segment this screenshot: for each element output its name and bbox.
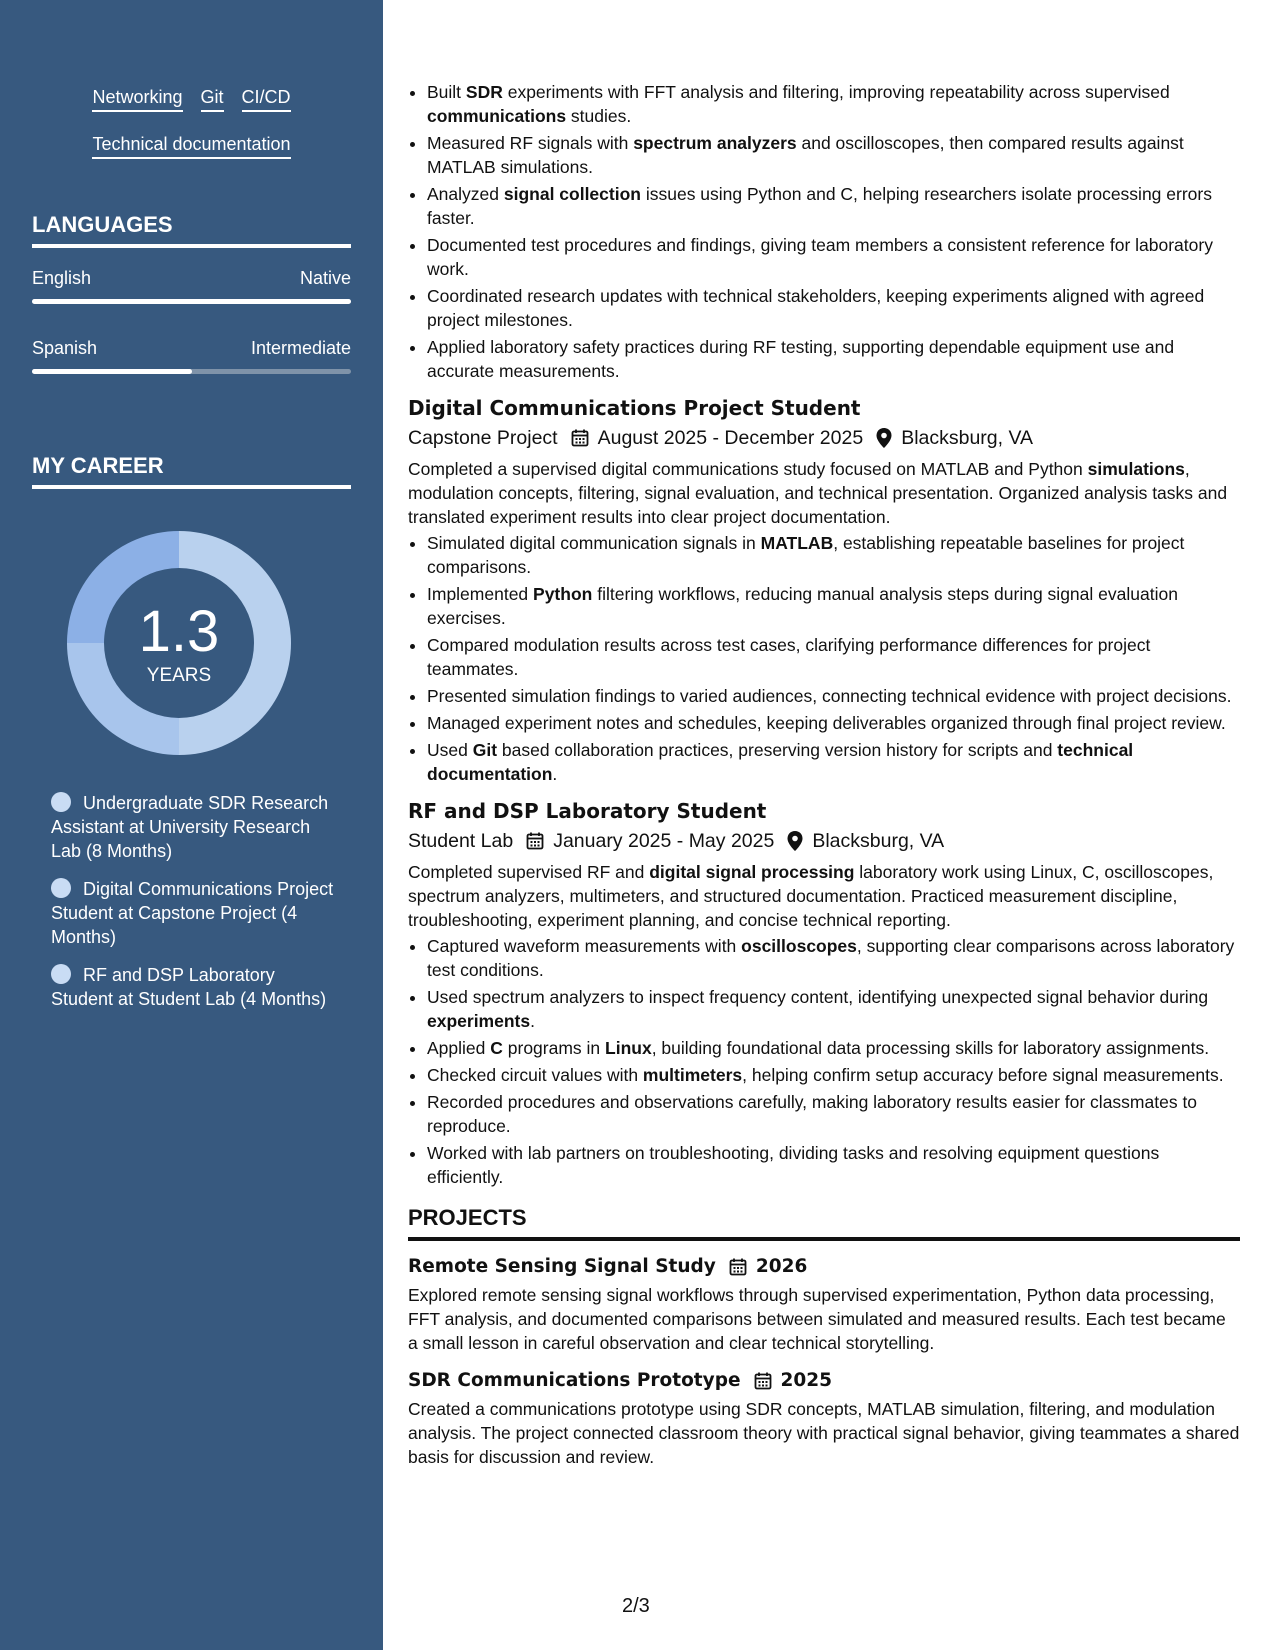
job-summary: Completed supervised RF and digital signal processing laboratory work using Linux, C, oscilloscopes, spectrum analyzers, multimeters, and structured documentation. Practiced measurement discipline, troubleshooting, experiment planning, and concise technical reporting. [408, 862, 1214, 930]
career-item-text: Digital Communications Project Student at Capstone Project (4 Months) [51, 879, 334, 947]
calendar-icon [753, 1371, 773, 1391]
career-item [51, 963, 341, 1011]
project-year: 2025 [780, 1370, 832, 1391]
skills-row-2 [32, 133, 351, 159]
project-header [408, 1369, 1240, 1393]
calendar-icon [728, 1257, 748, 1277]
language-name: Spanish [32, 338, 98, 358]
bullet-item: • Analyzed signal collection issues using Python and C, helping researchers isolate processing errors faster. [427, 182, 1240, 230]
project-entry [408, 1369, 1240, 1469]
language-proficiency-bar [32, 369, 351, 374]
career-item [51, 791, 341, 863]
calendar-icon [525, 831, 545, 851]
job-org: Student Lab [408, 830, 514, 852]
language-proficiency-fill [32, 299, 351, 304]
career-donut-chart [66, 530, 292, 756]
job-entry [408, 798, 1240, 1189]
project-title: SDR Communications Prototype [408, 1370, 741, 1391]
job-meta [408, 828, 1240, 854]
career-item-text: Undergraduate SDR Research Assistant at University Research Lab (8 Months) [51, 793, 329, 861]
job-dates: January 2025 - May 2025 [553, 830, 775, 852]
job-dates: August 2025 - December 2025 [597, 427, 864, 449]
career-dot-icon [51, 792, 71, 812]
location-pin-icon [875, 427, 893, 449]
project-description: Created a communications prototype using SDR concepts, MATLAB simulation, filtering, and modulation analysis. The project connected classroom theory with practical signal behavior, giving teammates a shared basis for discussion and review. [408, 1399, 1240, 1467]
career-item-text: RF and DSP Laboratory Student at Student Lab (4 Months) [51, 965, 327, 1009]
bullet-item: • Applied C programs in Linux, building foundational data processing skills for laboratory assignments. [427, 1036, 1240, 1060]
bullet-item: • Used spectrum analyzers to inspect frequency content, identifying unexpected signal behavior during experiments. [427, 985, 1240, 1033]
sidebar [0, 0, 383, 1650]
language-spanish [32, 337, 351, 374]
language-proficiency-fill [32, 369, 192, 374]
page-number: 2/3 [622, 1595, 650, 1617]
main-content [408, 80, 1240, 1469]
job-meta [408, 425, 1240, 451]
job-summary: Completed a supervised digital communications study focused on MATLAB and Python simulations, modulation concepts, filtering, signal evaluation, and technical presentation. Organized analysis tasks and translated experiment results into clear project documentation. [408, 459, 1228, 527]
language-proficiency-bar [32, 299, 351, 304]
languages-heading: LANGUAGES [32, 212, 351, 248]
job-bullet-list [408, 934, 1240, 1189]
job-location: Blacksburg, VA [812, 830, 945, 852]
project-year: 2026 [755, 1256, 808, 1277]
job-location: Blacksburg, VA [901, 427, 1034, 449]
career-total-value: 1.3 [138, 599, 220, 664]
career-item [51, 877, 341, 949]
bullet-item: • Simulated digital communication signals in MATLAB, establishing repeatable baselines for project comparisons. [427, 531, 1240, 579]
career-total-unit: YEARS [146, 665, 212, 686]
project-description: Explored remote sensing signal workflows through supervised experimentation, Python data processing, FFT analysis, and documented comparisons between simulated and measured results. Each test became a small lesson in careful observation and clear technical storytelling. [408, 1285, 1226, 1353]
language-english [32, 267, 351, 304]
skill-tag[interactable]: CI/CD [242, 86, 291, 112]
bullet-item: • Built SDR experiments with FFT analysis and filtering, improving repeatability across supervised communications studies. [427, 80, 1240, 128]
bullet-item: • Recorded procedures and observations carefully, making laboratory results easier for classmates to reproduce. [427, 1090, 1240, 1138]
bullet-item: • Coordinated research updates with technical stakeholders, keeping experiments aligned with agreed project milestones. [427, 284, 1240, 332]
skill-tag[interactable]: Networking [92, 86, 182, 112]
bullet-item: • Captured waveform measurements with oscilloscopes, supporting clear comparisons across laboratory test conditions. [427, 934, 1240, 982]
language-level: Intermediate [250, 338, 351, 358]
career-dot-icon [51, 878, 71, 898]
bullet-item: • Managed experiment notes and schedules, keeping deliverables organized through final project review. [427, 711, 1240, 735]
bullet-item: • Presented simulation findings to varied audiences, connecting technical evidence with project decisions. [427, 684, 1240, 708]
calendar-icon [570, 428, 590, 448]
skill-tag[interactable]: Technical documentation [92, 133, 290, 159]
bullet-item: • Checked circuit values with multimeters, helping confirm setup accuracy before signal measurements. [427, 1063, 1240, 1087]
skills-list [32, 86, 351, 180]
skill-tag[interactable]: Git [201, 86, 224, 112]
project-title: Remote Sensing Signal Study [408, 1256, 716, 1277]
language-level: Native [299, 268, 351, 288]
bullet-item: • Measured RF signals with spectrum analyzers and oscilloscopes, then compared results against MATLAB simulations. [427, 131, 1240, 179]
skills-row-1 [32, 86, 351, 112]
job-org: Capstone Project [408, 427, 558, 449]
job-entry [408, 395, 1240, 786]
language-name: English [32, 268, 92, 288]
project-entry [408, 1255, 1240, 1355]
bullet-item: • Implemented Python filtering workflows, reducing manual analysis steps during signal evaluation exercises. [427, 582, 1240, 630]
projects-heading: PROJECTS [408, 1205, 1240, 1241]
location-pin-icon [786, 830, 804, 852]
bullet-item: • Compared modulation results across test cases, clarifying performance differences for project teammates. [427, 633, 1240, 681]
career-list [51, 791, 341, 1025]
job-bullet-list [408, 531, 1240, 786]
career-dot-icon [51, 964, 71, 984]
project-header [408, 1255, 1240, 1279]
bullet-item: • Used Git based collaboration practices, preserving version history for scripts and technical documentation. [427, 738, 1240, 786]
job-title: Digital Communications Project Student [408, 396, 861, 420]
intro-bullet-list [408, 80, 1240, 383]
job-title: RF and DSP Laboratory Student [408, 799, 767, 823]
bullet-item: • Applied laboratory safety practices during RF testing, supporting dependable equipment use and accurate measurements. [427, 335, 1240, 383]
bullet-item: • Worked with lab partners on troubleshooting, dividing tasks and resolving equipment questions efficiently. [427, 1141, 1240, 1189]
career-heading: MY CAREER [32, 453, 351, 489]
bullet-item: • Documented test procedures and findings, giving team members a consistent reference for laboratory work. [427, 233, 1240, 281]
